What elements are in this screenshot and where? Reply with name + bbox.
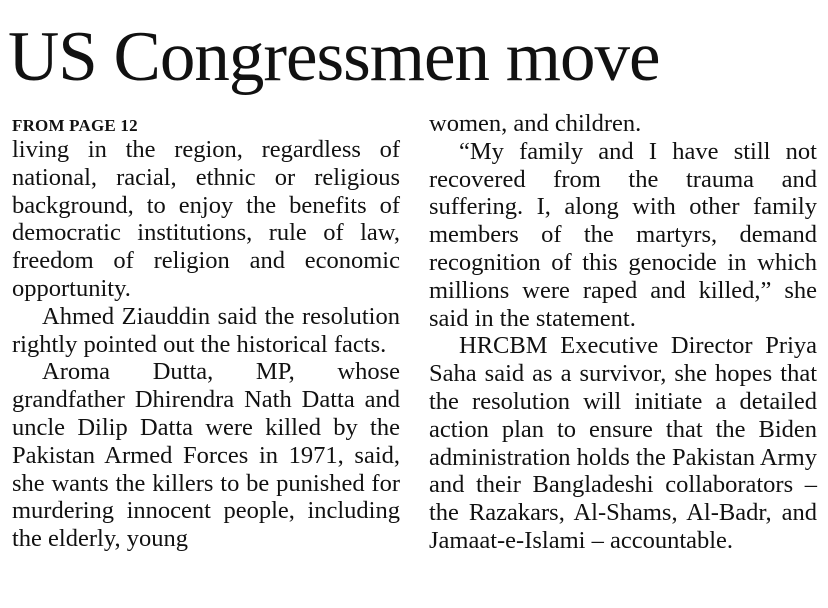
article-paragraph: Ahmed Ziauddin said the resolution rightly pointed out the historical facts. — [12, 302, 400, 358]
headline: US Congressmen move — [8, 18, 660, 96]
article-paragraph: HRCBM Executive Director Priya Saha said as a survivor, she hopes that the resolution will initiate a detailed action plan to ensure that the Biden administration holds the Pakistan Army and their Bangladeshi collaborators – the Razakars, Al-Shams, Al-Badr, and Jamaat-e-Islami – accountable. — [429, 332, 817, 554]
article-paragraph: “My family and I have still not recovered from the trauma and suffering. I, along with other family members of the martyrs, demand recognition of this genocide in which millions were raped and killed,” she said in the statement. — [429, 137, 817, 332]
article-column-left — [12, 110, 400, 553]
continued-from-label: FROM PAGE 12 — [12, 116, 138, 135]
article-column-right — [429, 110, 817, 555]
article-paragraph: living in the region, regardless of national, racial, ethnic or religious background, to enjoy the benefits of democratic institutions, rule of law, freedom of religion and economic opportunity. — [12, 136, 400, 302]
article-paragraph: Aroma Dutta, MP, whose grandfather Dhirendra Nath Datta and uncle Dilip Datta were killed by the Pakistan Armed Forces in 1971, said, she wants the killers to be punished for murdering innocent people, including the elderly, young — [12, 358, 400, 553]
article-paragraph: women, and children. — [429, 110, 642, 137]
